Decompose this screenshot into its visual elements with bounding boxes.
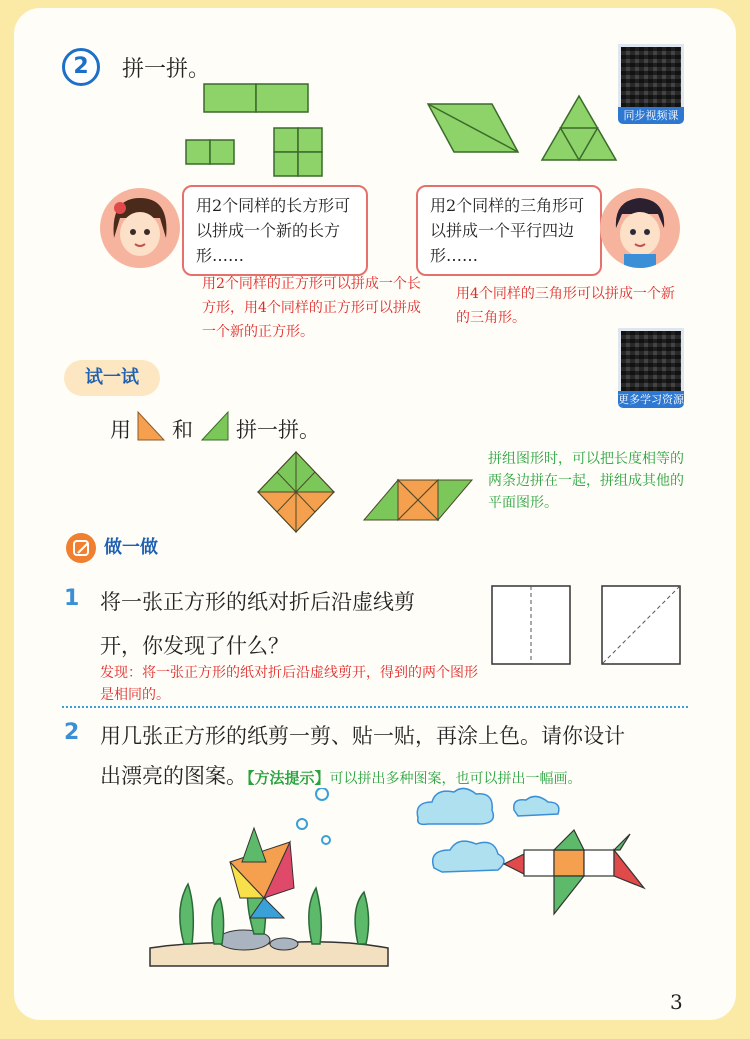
clouds-plane-illustration bbox=[414, 784, 654, 924]
bubble-right: 用2个同样的三角形可以拼成一个平行四边形…… bbox=[416, 185, 602, 276]
qr-code-video[interactable] bbox=[618, 44, 684, 110]
orange-triangle-icon bbox=[136, 410, 166, 442]
pencil-icon bbox=[66, 533, 96, 563]
q1-text-line1: 将一张正方形的纸对折后沿虚线剪 bbox=[100, 590, 415, 614]
green-triangle-icon bbox=[200, 410, 230, 442]
do-label: 做一做 bbox=[104, 537, 158, 558]
green-tip: 拼组图形时，可以把长度相等的两条边拼在一起，拼组成其他的平面图形。 bbox=[488, 451, 684, 511]
q2-text-line1: 用几张正方形的纸剪一剪、贴一贴，再涂上色。请你设计 bbox=[100, 724, 625, 748]
girl-avatar bbox=[100, 188, 180, 268]
note-left: 用2个同样的正方形可以拼成一个长方形，用4个同样的正方形可以拼成一个新的正方形。 bbox=[202, 276, 421, 340]
folded-squares-figure bbox=[488, 582, 688, 668]
seabed-illustration bbox=[144, 788, 404, 968]
q1-number: 1 bbox=[64, 586, 80, 611]
page-number: 3 bbox=[670, 990, 683, 1014]
try-figures bbox=[254, 448, 494, 538]
try-tail: 拼一拼。 bbox=[236, 418, 320, 442]
section-number: 2 bbox=[62, 48, 100, 86]
q1-answer: 发现：将一张正方形的纸对折后沿虚线剪开，得到的两个图形是相同的。 bbox=[100, 665, 478, 703]
qr-label-video: 同步视频课 bbox=[618, 107, 684, 124]
try-label: 试一试 bbox=[64, 360, 160, 396]
q2-number: 2 bbox=[64, 720, 80, 745]
q2-text-line2: 出漂亮的图案。 bbox=[100, 764, 247, 788]
hint-text: 可以拼出多种图案，也可以拼出一幅画。 bbox=[329, 771, 582, 787]
qr-label-resources: 更多学习资源 bbox=[618, 393, 684, 406]
hint-label: 【方法提示】 bbox=[247, 769, 330, 787]
bubble-left: 用2个同样的长方形可以拼成一个新的长方形…… bbox=[182, 185, 368, 276]
q1-text-line2: 开，你发现了什么？ bbox=[100, 634, 289, 658]
section-title: 拼一拼。 bbox=[122, 57, 211, 82]
rectangle-shapes-figure bbox=[174, 78, 654, 188]
note-right: 用4个同样的三角形可以拼成一个新的三角形。 bbox=[456, 286, 675, 326]
try-and: 和 bbox=[172, 418, 193, 442]
workbook-page bbox=[14, 8, 736, 1020]
divider bbox=[62, 706, 688, 708]
try-use: 用 bbox=[110, 418, 131, 442]
qr-code-resources[interactable] bbox=[618, 328, 684, 394]
boy-avatar bbox=[600, 188, 680, 268]
